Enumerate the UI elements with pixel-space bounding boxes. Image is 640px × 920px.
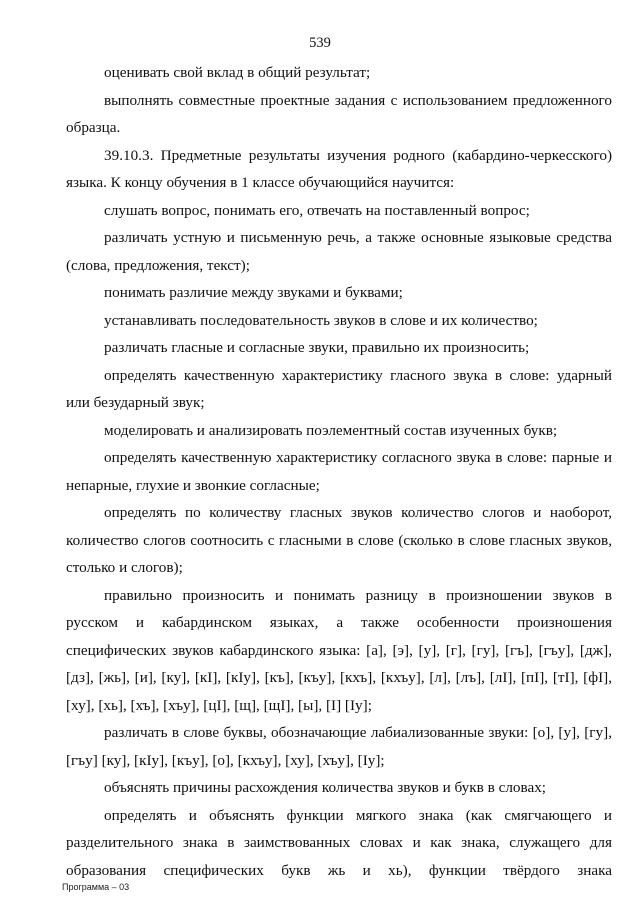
paragraph: различать в слове буквы, обозначающие лабиализованные звуки: [о], [у], [гу], [гъу] [ку], [кIу], [къу], [о], [кхъу], [ху], [хъу], [Iу]; (66, 724, 612, 769)
paragraph: правильно произносить и понимать разницу в произношении звуков в русском и кабардинском языках, а также особенности произношения специфических звуков кабардинского языка: [а], [э], [у], [г], [гу], [гъ], [гъу], [дж], [дз], [жь], [и], [ку], [кI], [кIу], [къ], [къу], [кхъ], [кхъу], [л], [лъ], [лI], [пI], [тI], [фI], [ху], [хь], [хъ], [хъу], [цI], [щ], [щI], [ы], [I] [Iу]; (66, 586, 612, 714)
paragraph: определять качественную характеристику согласного звука в слове: парные и непарные, глухие и звонкие согласные; (66, 449, 612, 494)
paragraph: слушать вопрос, понимать его, отвечать на поставленный вопрос; (104, 201, 530, 219)
paragraph: оценивать свой вклад в общий результат; (104, 64, 371, 81)
paragraph: различать гласные и согласные звуки, правильно их произносить; (104, 339, 530, 356)
paragraph: моделировать и анализировать поэлементный состав изученных букв; (104, 421, 558, 439)
paragraph: определять по количеству гласных звуков количество слогов и наоборот, количество слогов соотносить с гласными в слове (сколько в слове гласных звуков, столько и слогов); (66, 504, 612, 576)
paragraph: 39.10.3. Предметные результаты изучения родного (кабардино-черкесского) языка. К концу обучения в 1 классе обучающийся научится: (66, 146, 612, 191)
paragraph: определять и объяснять функции мягкого знака (как смягчающего и разделительного знака в заимствованных словах и как знака, служащего для образования специфических букв жь и хь), функции твёрдого знака (66, 806, 612, 879)
paragraph: понимать различие между звуками и буквами; (104, 284, 403, 301)
page-body (66, 59, 612, 884)
paragraph: объяснять причины расхождения количества звуков и букв в словах; (104, 779, 547, 796)
paragraph: определять качественную характеристику гласного звука в слове: ударный или безударный звук; (66, 366, 612, 411)
paragraph: устанавливать последовательность звуков в слове и их количество; (104, 311, 538, 329)
paragraph: различать устную и письменную речь, а также основные языковые средства (слова, предложения, текст); (66, 229, 612, 274)
paragraph: выполнять совместные проектные задания с использованием предложенного образца. (66, 91, 612, 136)
page-number: 539 (309, 35, 331, 51)
page-footer: Программа – 03 (62, 882, 130, 892)
